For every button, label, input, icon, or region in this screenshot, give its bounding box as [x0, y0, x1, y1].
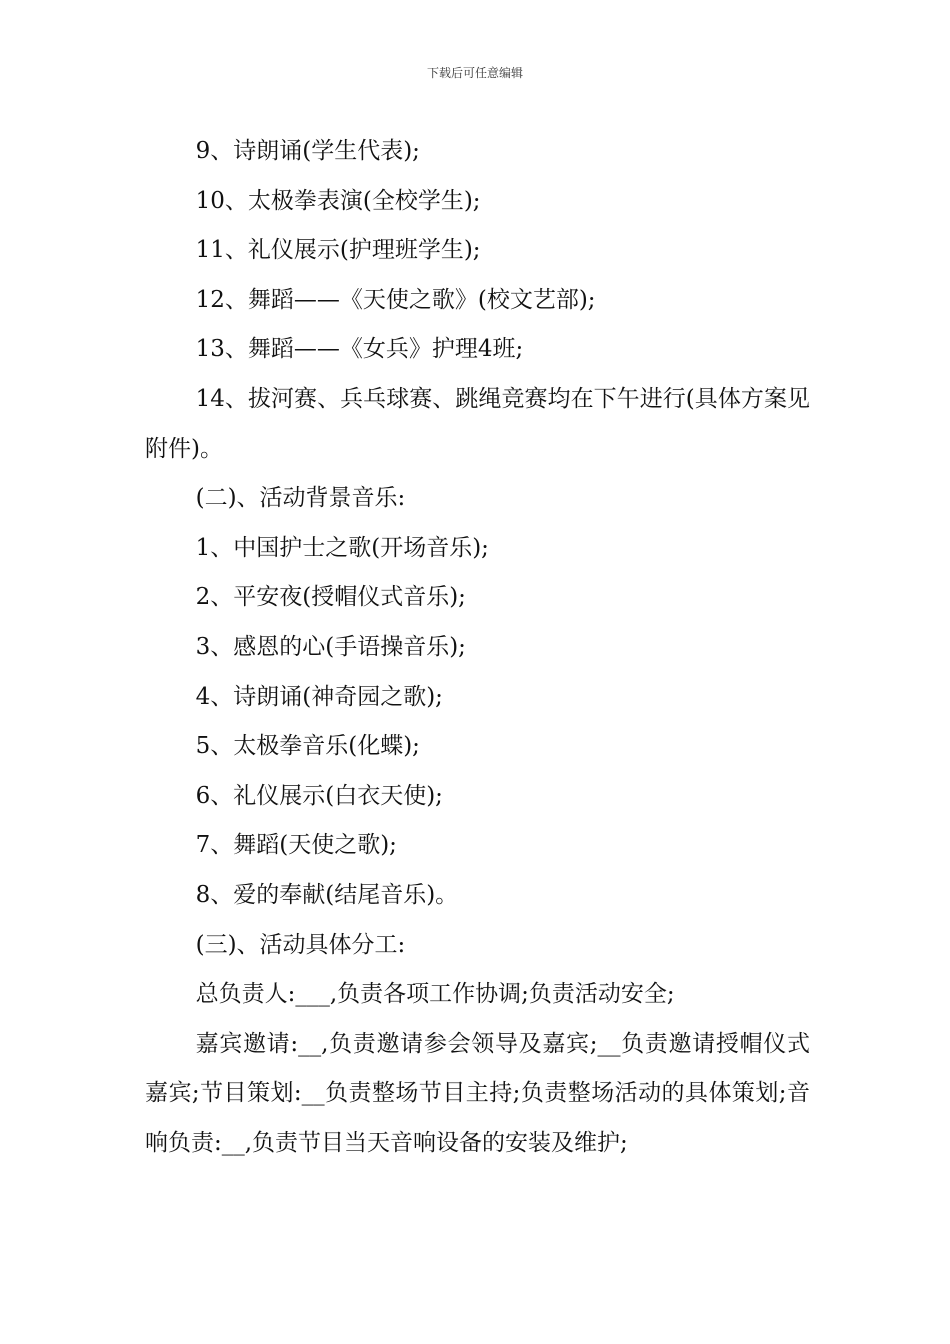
paragraph-item-10: 10、太极拳表演(全校学生); [195, 187, 481, 214]
music-item-1: 1、中国护士之歌(开场音乐); [195, 534, 489, 561]
music-item-3: 3、感恩的心(手语操音乐); [195, 633, 466, 660]
document-body [145, 127, 810, 1168]
role-assignments: 嘉宾邀请:__,负责邀请参会领导及嘉宾;__负责邀请授帽仪式嘉宾;节目策划:__负责整场节目主持;负责整场活动的具体策划;音响负责:__,负责节目当天音响设备的安装及维护; [145, 1030, 810, 1156]
paragraph-item-9: 9、诗朗诵(学生代表); [195, 138, 420, 164]
music-item-5: 5、太极拳音乐(化蝶); [195, 733, 420, 760]
paragraph-item-13: 13、舞蹈——《女兵》护理4班; [195, 336, 524, 363]
paragraph-item-11: 11、礼仪展示(护理班学生); [195, 237, 481, 264]
section-heading-roles: (三)、活动具体分工: [195, 931, 406, 958]
music-item-4: 4、诗朗诵(神奇园之歌); [195, 683, 443, 710]
role-general-manager: 总负责人:___,负责各项工作协调;负责活动安全; [195, 981, 675, 1008]
section-heading-music: (二)、活动背景音乐: [195, 485, 406, 512]
page-header: 下载后可任意编辑 [426, 66, 523, 80]
paragraph-item-12: 12、舞蹈——《天使之歌》(校文艺部); [195, 286, 596, 313]
music-item-6: 6、礼仪展示(白衣天使); [195, 782, 443, 809]
music-item-2: 2、平安夜(授帽仪式音乐); [195, 584, 466, 611]
paragraph-item-14: 14、拔河赛、兵乓球赛、跳绳竞赛均在下午进行(具体方案见附件)。 [145, 385, 810, 462]
music-item-7: 7、舞蹈(天使之歌); [195, 832, 397, 859]
music-item-8: 8、爱的奉献(结尾音乐)。 [195, 881, 459, 908]
